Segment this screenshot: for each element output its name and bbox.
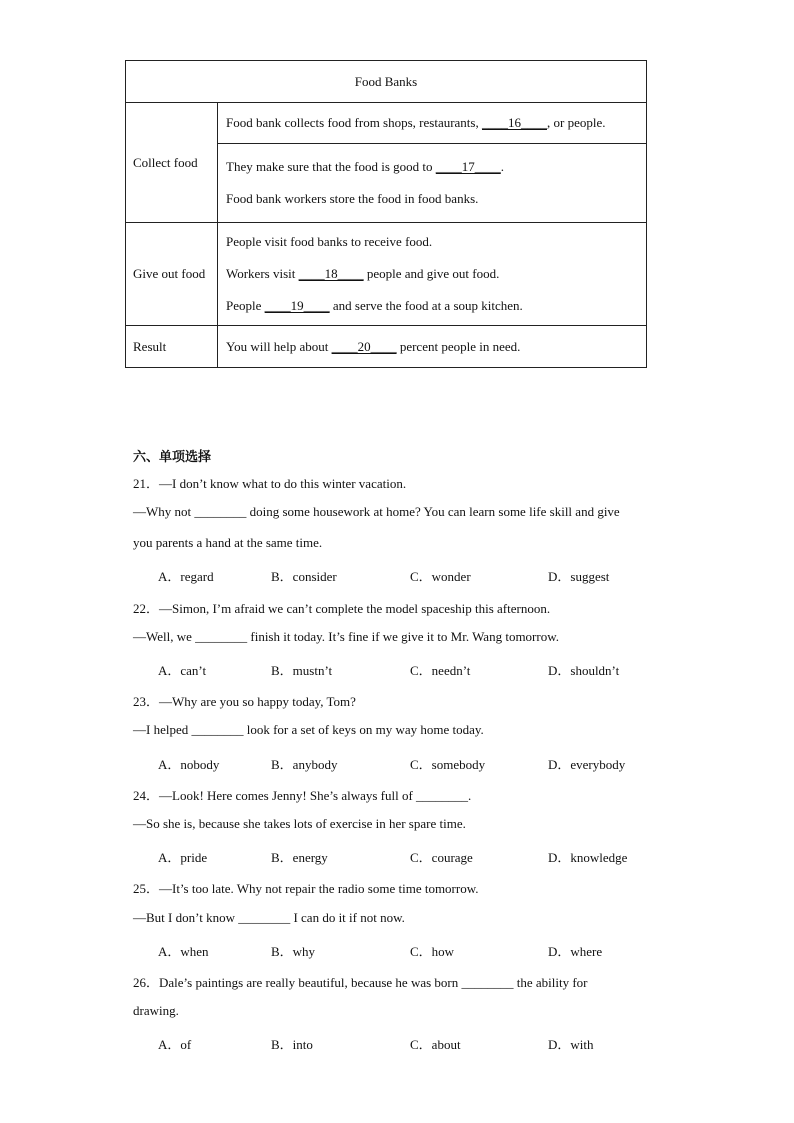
q21-option-d[interactable]: D．suggest (548, 569, 610, 584)
q25-option-c[interactable]: C．how (410, 944, 455, 959)
q25-option-b[interactable]: B．why (271, 944, 316, 959)
q26-option-c[interactable]: C．about (410, 1037, 461, 1052)
question-23-line-1: 23．—Why are you so happy today, Tom? (133, 694, 356, 709)
collect-food-cell-2 (218, 144, 647, 223)
table-line: Workers visit ____18____ people and give out food. (226, 266, 500, 281)
q22-option-c[interactable]: C．needn’t (410, 663, 471, 678)
question-26-line-1: 26．Dale’s paintings are really beautiful, because he was born ________ the ability for (133, 975, 588, 990)
table-line: Food bank workers store the food in food banks. (226, 191, 479, 206)
q23-option-b[interactable]: B．anybody (271, 757, 338, 772)
q22-option-b[interactable]: B．mustn’t (271, 663, 333, 678)
q23-option-a[interactable]: A．nobody (158, 757, 220, 772)
q21-option-a[interactable]: A．regard (158, 569, 214, 584)
q21-option-b[interactable]: B．consider (271, 569, 337, 584)
section-title: 六、单项选择 (133, 450, 212, 465)
table-line: People ____19____ and serve the food at a soup kitchen. (226, 298, 523, 313)
question-25-line-1: 25．—It’s too late. Why not repair the radio some time tomorrow. (133, 881, 479, 896)
q23-option-d[interactable]: D．everybody (548, 757, 626, 772)
q26-option-b[interactable]: B．into (271, 1037, 313, 1052)
question-25-line-2: —But I don’t know ________ I can do it if not now. (133, 910, 405, 925)
row-label-collect-food: Collect food (126, 103, 218, 223)
blank-17: ____17____ (435, 159, 501, 174)
question-23-line-2: —I helped ________ look for a set of keys on my way home today. (133, 722, 484, 737)
q24-option-b[interactable]: B．energy (271, 850, 328, 865)
q22-option-d[interactable]: D．shouldn’t (548, 663, 620, 678)
table-title: Food Banks (126, 61, 647, 103)
give-out-food-cell (218, 223, 647, 326)
question-22-line-1: 22．—Simon, I’m afraid we can’t complete the model spaceship this afternoon. (133, 601, 551, 616)
question-22-line-2: —Well, we ________ finish it today. It’s fine if we give it to Mr. Wang tomorrow. (133, 629, 560, 644)
q26-option-a[interactable]: A．of (158, 1037, 192, 1052)
table-line: People visit food banks to receive food. (226, 234, 433, 249)
table-line: You will help about ____20____ percent people in need. (226, 338, 521, 354)
q26-option-d[interactable]: D．with (548, 1037, 594, 1052)
row-label-result: Result (126, 326, 218, 368)
question-26-line-2: drawing. (133, 1003, 179, 1018)
blank-19: ____19____ (264, 298, 330, 313)
blank-16: ____16____ (481, 115, 547, 130)
row-label-give-out-food: Give out food (126, 223, 218, 326)
blank-18: ____18____ (298, 266, 364, 281)
result-cell (218, 326, 647, 368)
q22-option-a[interactable]: A．can’t (158, 663, 207, 678)
q21-option-c[interactable]: C．wonder (410, 569, 471, 584)
question-21-line-1: 21．—I don’t know what to do this winter vacation. (133, 476, 407, 491)
question-21-line-3: you parents a hand at the same time. (133, 535, 323, 550)
blank-20: ____20____ (331, 338, 397, 354)
q24-option-d[interactable]: D．knowledge (548, 850, 628, 865)
q24-option-a[interactable]: A．pride (158, 850, 208, 865)
table-line: Food bank collects food from shops, restaurants, ____16____, or people. (226, 115, 606, 130)
question-21-line-2: —Why not ________ doing some housework at home? You can learn some life skill and give (133, 504, 620, 519)
q23-option-c[interactable]: C．somebody (410, 757, 486, 772)
question-24-line-1: 24．—Look! Here comes Jenny! She’s always full of ________. (133, 788, 472, 803)
q25-option-d[interactable]: D．where (548, 944, 603, 959)
table-line: They make sure that the food is good to ____17____. (226, 159, 505, 174)
q24-option-c[interactable]: C．courage (410, 850, 473, 865)
collect-food-cell-1 (218, 103, 647, 144)
food-banks-table (125, 60, 647, 368)
question-24-line-2: —So she is, because she takes lots of exercise in her spare time. (133, 816, 466, 831)
q25-option-a[interactable]: A．when (158, 944, 209, 959)
